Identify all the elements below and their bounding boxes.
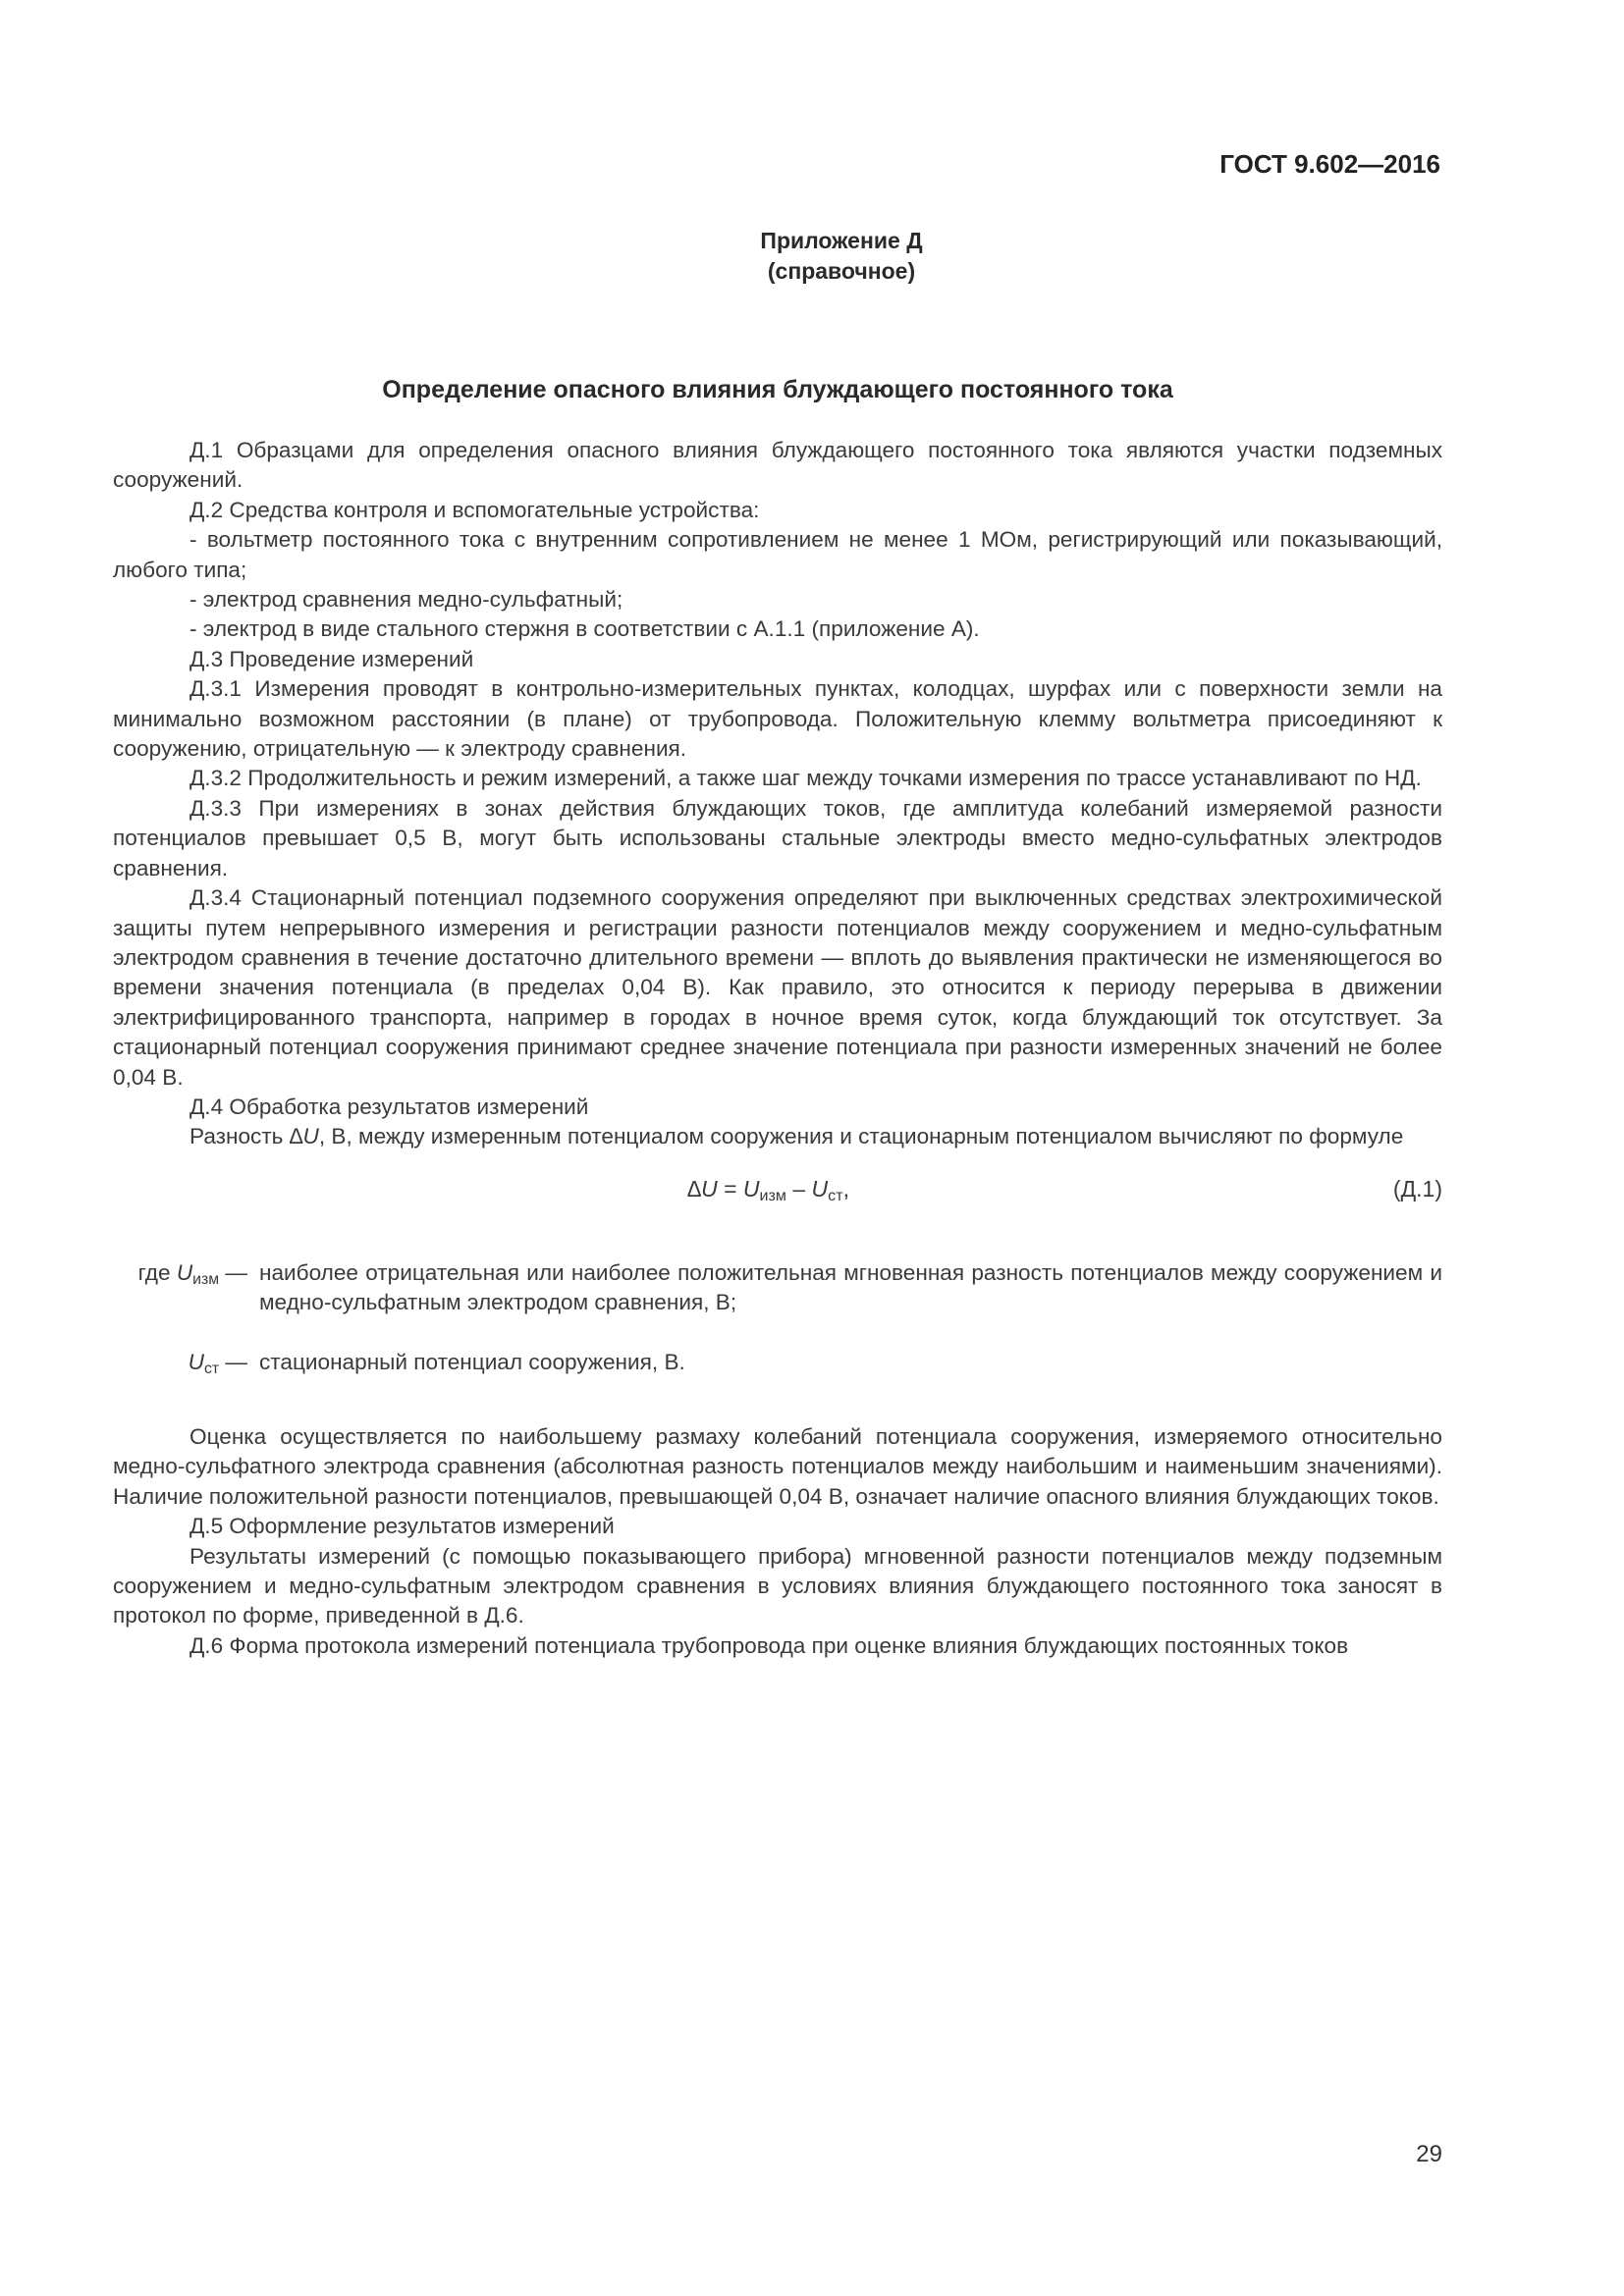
where-term: $U_{ст}$ — [188, 1349, 247, 1377]
paragraph: Д.3.1 Измерения проводят в контрольно-измерительных пунктах, колодцах, шурфах или с поверхности земли на минимально возможном расстоянии (в плане) от трубопровода. Положительную клемму вольтметра присоединяют к сооружению, отрицательную — к электроду сравнения. [113, 676, 1442, 762]
formula-number: (Д.1) [1392, 1175, 1442, 1201]
annex-heading [0, 226, 1624, 287]
formula: $\Delta U = U_{изм} - U_{ст}$, [687, 1175, 849, 1204]
annex-label: Приложение Д [760, 228, 923, 253]
paragraph: Д.3.3 При измерениях в зонах действия блуждающих токов, где амплитуда колебаний измеряемой разности потенциалов превышает 0,5 В, могут быть использованы стальные электроды вместо медно-сульфатных электродов сравнения. [113, 795, 1442, 881]
section-title: Определение опасного влияния блуждающего постоянного тока [382, 376, 1173, 403]
paragraph: Д.2 Средства контроля и вспомогательные устройства: [189, 497, 760, 522]
where-item [113, 1258, 1442, 1318]
where-definition: наиболее отрицательная или наиболее положительная мгновенная разность потенциалов между сооружением и медно-сульфатным электродом сравнения, В; [259, 1259, 1442, 1315]
paragraph: Д.6 Форма протокола измерений потенциала трубопровода при оценке влияния блуждающих постоянных токов [189, 1632, 1349, 1658]
paragraph: Д.3 Проведение измерений [189, 646, 474, 671]
paragraph: Д.3.2 Продолжительность и режим измерений, а также шаг между точками измерения по трассе устанавливают по НД. [189, 766, 1422, 791]
where-item [113, 1348, 1442, 1377]
where-definition: стационарный потенциал сооружения, В. [259, 1349, 685, 1374]
formula-intro: Разность ∆U, В, между измеренным потенциалом сооружения и стационарным потенциалом вычисляют по формуле [189, 1124, 1404, 1149]
paragraph: Результаты измерений (с помощью показывающего прибора) мгновенной разности потенциалов между подземным сооружением и медно-сульфатным электродом сравнения в условиях влияния блуждающего постоянного тока заносят в протокол по форме, приведенной в Д.6. [113, 1543, 1442, 1629]
list-item: - электрод сравнения медно-сульфатный; [189, 587, 623, 613]
standard-header: ГОСТ 9.602—2016 [1219, 149, 1440, 179]
paragraph: Д.1 Образцами для определения опасного влияния блуждающего постоянного тока являются участки подземных сооружений. [113, 438, 1442, 493]
paragraph: Д.4 Обработка результатов измерений [189, 1094, 589, 1119]
paragraph: Д.5 Оформление результатов измерений [189, 1514, 615, 1539]
paragraph: Д.3.4 Стационарный потенциал подземного сооружения определяют при выключенных средствах электрохимической защиты путем непрерывного измерения и регистрации разности потенциалов между сооружением и медно-сульфатным электродом сравнения в течение достаточно длительного времени — вплоть до выявления практически не изменяющегося во времени значения потенциала (в пределах 0,04 В). Как правило, это относится к периоду перерыва в движении электрифицированного транспорта, например в городах в ночное время суток, когда блуждающий ток отсутствует. За стационарный потенциал сооружения принимают среднее значение потенциала при разности измеренных значений не более 0,04 В. [113, 885, 1442, 1090]
document-body [113, 436, 1442, 1661]
annex-type: (справочное) [767, 258, 916, 284]
page-number: 29 [1416, 2141, 1442, 2167]
list-item: - электрод в виде стального стержня в соответствии с А.1.1 (приложение А). [189, 616, 980, 642]
paragraph: Оценка осуществляется по наибольшему размаху колебаний потенциала сооружения, измеряемого относительно медно-сульфатного электрода сравнения (абсолютная разность потенциалов между наибольшим и наименьшим значениями). Наличие положительной разности потенциалов, превышающей 0,04 В, означает наличие опасного влияния блуждающих токов. [113, 1423, 1442, 1509]
where-term: где $U_{изм}$ — [137, 1259, 247, 1288]
list-item: - вольтметр постоянного тока с внутренним сопротивлением не менее 1 МОм, регистрирующий или показывающий, любого типа; [113, 527, 1442, 582]
formula-row [113, 1174, 1442, 1213]
